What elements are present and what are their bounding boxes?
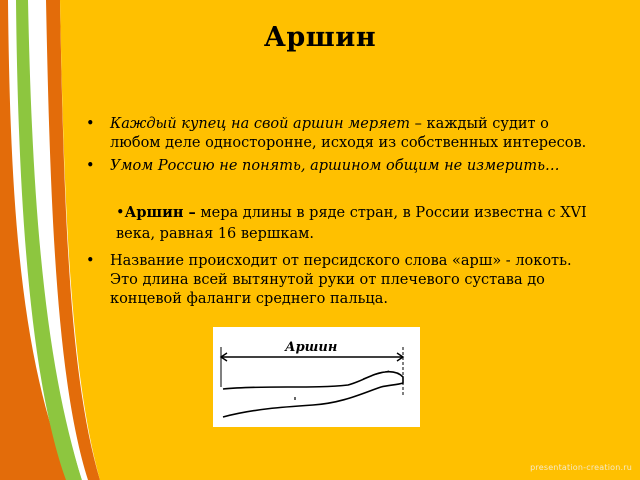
arm-drawing xyxy=(213,327,420,427)
arm-measure-illustration xyxy=(213,327,420,427)
round-bullet-icon: • xyxy=(86,253,95,269)
bullet-item xyxy=(86,115,596,153)
definition-text: мера длины в ряде стран, в России известна с XVI века, равная 16 вершкам. xyxy=(116,205,587,242)
round-bullet-icon: • xyxy=(116,205,125,221)
thumb-outline xyxy=(363,371,389,379)
proverb-explanation: – каждый судит о любом деле односторонне, исходя из собственных интересов. xyxy=(110,116,587,151)
definition-note xyxy=(116,202,606,245)
decorative-stripes xyxy=(0,0,100,480)
figure-label: Аршин xyxy=(285,340,338,355)
bullet-item xyxy=(86,252,596,309)
quote-text: Умом Россию не понять, аршином общим не измерить… xyxy=(110,158,560,174)
round-bullet-icon: • xyxy=(86,116,95,132)
origin-list xyxy=(86,252,596,309)
round-bullet-icon: • xyxy=(86,158,95,174)
proverb-text: Каждый купец на свой аршин меряет xyxy=(110,116,411,132)
bullet-list xyxy=(86,115,596,180)
definition-term: Аршин – xyxy=(124,204,196,221)
slide-title: Аршин xyxy=(263,22,377,53)
arm-outline xyxy=(223,372,403,417)
bullet-item xyxy=(86,157,596,176)
source-credit: presentation-creation.ru xyxy=(530,463,632,472)
origin-text: Название происходит от персидского слова «арш» - локоть. Это длина всей вытянутой руки от плечевого сустава до концевой фаланги среднего пальца. xyxy=(110,253,572,307)
